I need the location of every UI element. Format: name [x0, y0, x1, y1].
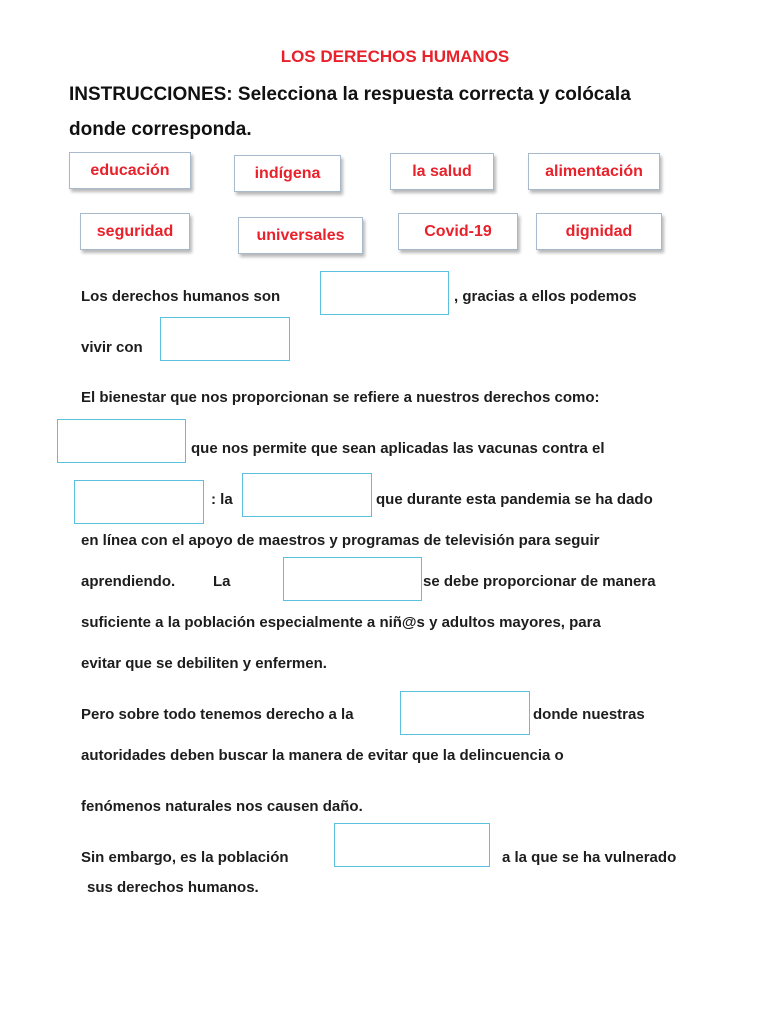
text-line: Los derechos humanos son — [81, 288, 281, 305]
text-line: aprendiendo. — [81, 573, 176, 590]
instructions-text: Selecciona la respuesta correcta y colócala — [232, 84, 631, 105]
text-line: se debe proporcionar de manera — [423, 573, 656, 590]
answer-box-4[interactable] — [74, 480, 204, 524]
instructions-line-2: donde corresponda. — [69, 119, 252, 140]
text-line: Pero sobre todo tenemos derecho a la — [81, 706, 354, 723]
text-line: La — [213, 573, 231, 590]
text-line: que durante esta pandemia se ha dado — [376, 491, 653, 508]
text-line: que nos permite que sean aplicadas las vacunas contra el — [191, 440, 605, 457]
text-line: en línea con el apoyo de maestros y programas de televisión para seguir — [81, 532, 600, 549]
text-line: evitar que se debiliten y enfermen. — [81, 655, 327, 672]
page-title: LOS DERECHOS HUMANOS — [280, 47, 510, 66]
text-line: , gracias a ellos podemos — [454, 288, 637, 305]
word-chip-seguridad[interactable]: seguridad — [80, 213, 190, 250]
word-chip-educacion[interactable]: educación — [69, 152, 191, 189]
text-line: El bienestar que nos proporcionan se refiere a nuestros derechos como: — [81, 389, 600, 406]
text-line: sus derechos humanos. — [87, 879, 259, 896]
text-line: suficiente a la población especialmente a niñ@s y adultos mayores, para — [81, 614, 601, 631]
text-line: vivir con — [81, 339, 143, 356]
answer-box-6[interactable] — [283, 557, 422, 601]
text-line: Sin embargo, es la población — [81, 849, 289, 866]
answer-box-2[interactable] — [160, 317, 290, 361]
text-line: fenómenos naturales nos causen daño. — [81, 798, 363, 815]
text-line: donde nuestras — [533, 706, 645, 723]
word-chip-universales[interactable]: universales — [238, 217, 363, 254]
text-line: autoridades deben buscar la manera de evitar que la delincuencia o — [81, 747, 564, 764]
answer-box-5[interactable] — [242, 473, 372, 517]
answer-box-7[interactable] — [400, 691, 530, 735]
instructions-line-1 — [69, 84, 631, 106]
word-chip-alimentacion[interactable]: alimentación — [528, 153, 660, 190]
word-chip-indigena[interactable]: indígena — [234, 155, 341, 192]
answer-box-3[interactable] — [57, 419, 186, 463]
text-line: a la que se ha vulnerado — [502, 849, 677, 866]
answer-box-1[interactable] — [320, 271, 449, 315]
word-chip-la-salud[interactable]: la salud — [390, 153, 494, 190]
word-chip-dignidad[interactable]: dignidad — [536, 213, 662, 250]
answer-box-8[interactable] — [334, 823, 490, 867]
word-chip-covid-19[interactable]: Covid-19 — [398, 213, 518, 250]
instructions-label: INSTRUCCIONES: — [69, 84, 233, 105]
text-line: : la — [211, 491, 233, 508]
